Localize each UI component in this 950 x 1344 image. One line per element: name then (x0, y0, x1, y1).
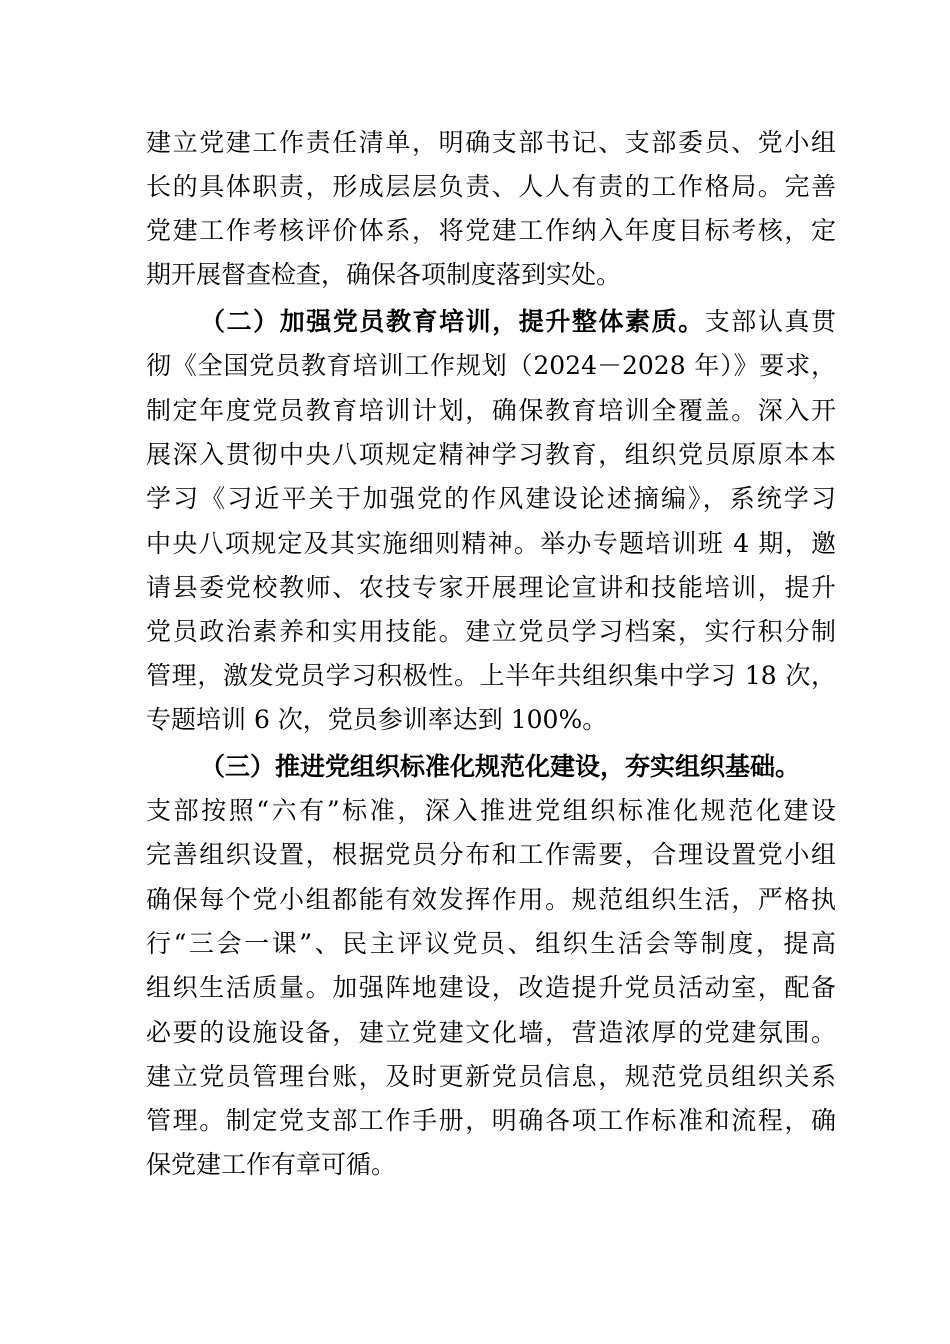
paragraph-2-line-5: 学习《习近平关于加强党的作风建设论述摘编》，系统学习 (146, 484, 836, 513)
paragraph-2-line-3: 制定年度党员教育培训计划，确保教育培训全覆盖。深入开 (146, 396, 836, 425)
paragraph-1-line-3: 党建工作考核评价体系，将党建工作纳入年度目标考核，定 (146, 216, 836, 245)
paragraph-2-line-1-rest: 支部认真贯 (704, 307, 836, 336)
paragraph-3-line-4: 确保每个党小组都能有效发挥作用。规范组织生活，严格执 (146, 885, 836, 914)
paragraph-3-line-10: 保党建工作有章可循。 (146, 1150, 397, 1179)
paragraph-2-line-9: 管理，激发党员学习积极性。上半年共组织集中学习 18 次， (146, 661, 836, 690)
paragraph-3-heading: （三）推进党组织标准化规范化建设，夯实组织基础。 (200, 752, 801, 781)
paragraph-3-line-9: 管理。制定党支部工作手册，明确各项工作标准和流程，确 (146, 1106, 836, 1135)
paragraph-3-line-8: 建立党员管理台账，及时更新党员信息，规范党员组织关系 (146, 1062, 836, 1091)
paragraph-3-line-5: 行“三会一课”、民主评议党员、组织生活会等制度，提高 (146, 929, 836, 958)
paragraph-1-line-4: 期开展督查检查，确保各项制度落到实处。 (146, 260, 622, 289)
paragraph-2-line-10: 专题培训 6 次，党员参训率达到 100%。 (146, 705, 608, 734)
paragraph-2-heading: （二）加强党员教育培训，提升整体素质。 (200, 307, 705, 336)
paragraph-3-line-3: 完善组织设置，根据党员分布和工作需要，合理设置党小组 (146, 840, 836, 869)
paragraph-1-line-1: 建立党建工作责任清单，明确支部书记、支部委员、党小组 (146, 128, 836, 157)
paragraph-2-line-4: 展深入贯彻中央八项规定精神学习教育，组织党员原原本本 (146, 440, 836, 469)
paragraph-2-line-8: 党员政治素养和实用技能。建立党员学习档案，实行积分制 (146, 617, 836, 646)
paragraph-2-line-7: 请县委党校教师、农技专家开展理论宣讲和技能培训，提升 (146, 573, 836, 602)
paragraph-3-line-6: 组织生活质量。加强阵地建设，改造提升党员活动室，配备 (146, 973, 836, 1002)
paragraph-2-line-6: 中央八项规定及其实施细则精神。举办专题培训班 4 期，邀 (146, 529, 836, 558)
paragraph-1-line-2: 长的具体职责，形成层层负责、人人有责的工作格局。完善 (146, 172, 836, 201)
paragraph-2-line-1 (200, 307, 836, 337)
paragraph-3-line-2: 支部按照“六有”标准，深入推进党组织标准化规范化建设 (146, 796, 836, 825)
paragraph-3-line-7: 必要的设施设备，建立党建文化墙，营造浓厚的党建氛围。 (146, 1018, 836, 1047)
paragraph-2-line-2: 彻《全国党员教育培训工作规划（2024－2028 年）》要求， (146, 351, 836, 380)
